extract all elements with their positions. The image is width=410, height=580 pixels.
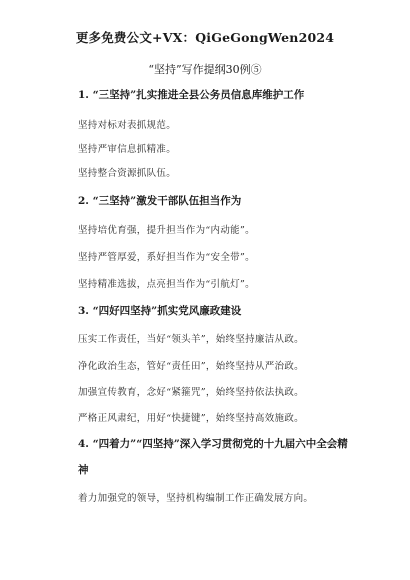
section-2-item-2: 坚持严管厚爱，系好担当作为“安全带”。	[78, 252, 255, 263]
promo-banner: 更多免费公文+VX：QiGeGongWen2024	[75, 30, 335, 45]
section-1-item-1: 坚持对标对表抓规范。	[78, 120, 177, 131]
section-2-item-3: 坚持精准选拔，点亮担当作为“引航灯”。	[78, 279, 255, 290]
section-3-item-4: 严格正风肃纪，用好“快捷键”，始终坚持高效施政。	[78, 413, 304, 424]
section-4-heading: 4. “四着力”“四坚持”深入学习贯彻党的十九届六中全会精神	[78, 438, 348, 476]
section-1-item-3: 坚持整合资源抓队伍。	[78, 168, 177, 179]
section-4-item-1: 着力加强党的领导，坚持机构编制工作正确发展方向。	[78, 493, 314, 504]
section-2-item-1: 坚持培优育强，提升担当作为“内动能”。	[78, 225, 255, 236]
section-3-heading: 3. “四好四坚持”抓实党风廉政建设	[78, 305, 242, 317]
section-1-item-2: 坚持严审信息抓精准。	[78, 144, 177, 155]
section-3-item-2: 净化政治生态，管好“责任田”，始终坚持从严治政。	[78, 361, 304, 372]
section-3-item-3: 加强宣传教育，念好“紧箍咒”，始终坚持依法执政。	[78, 387, 304, 398]
section-3-item-1: 压实工作责任，当好“领头羊”，始终坚持廉洁从政。	[78, 334, 304, 345]
section-1-heading: 1. “三坚持”扎实推进全县公务员信息库维护工作	[78, 89, 305, 101]
document-title: “坚持”写作提纲30例⑤	[148, 63, 262, 76]
section-2-heading: 2. “三坚持”激发干部队伍担当作为	[78, 195, 242, 207]
